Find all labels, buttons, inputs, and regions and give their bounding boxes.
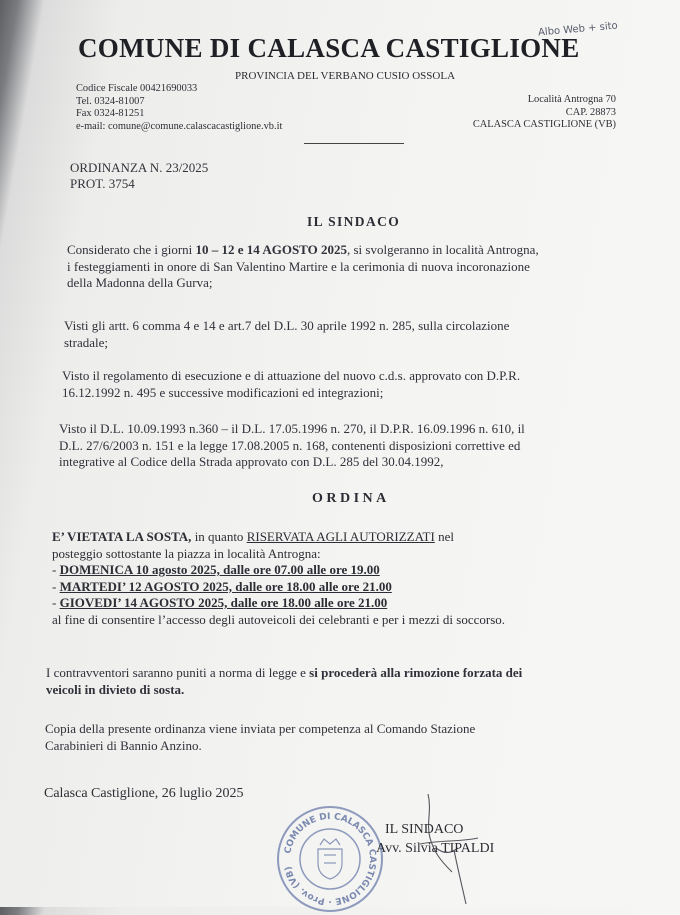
header-divider [304, 143, 404, 144]
date-thursday: - GIOVEDI’ 14 AGOSTO 2025, dalle ore 18.00 alle ore 21.00 [52, 595, 388, 610]
fiscal-code: Codice Fiscale 00421690033 [76, 83, 198, 94]
seal-text: COMUNE DI CALASCA CASTIGLIONE · Prov. (VB) [283, 811, 378, 907]
address-street: Località Antrogna 70 [527, 94, 616, 105]
copy-line-2: Carabinieri di Bannio Anzino. [45, 737, 202, 753]
order-line-2: posteggio sottostante la piazza in località Antrogna: [52, 545, 321, 561]
heading-il-sindaco: IL SINDACO [307, 214, 401, 229]
considerato-line-1 [67, 242, 539, 259]
considerato-text: Considerato che i giorni [67, 242, 196, 257]
handwritten-note: Albo Web + sito [537, 20, 619, 39]
coat-of-arms-icon [318, 839, 342, 879]
decreti-line-1: Visto il D.L. 10.09.1993 n.360 – il D.L. 17.05.1996 n. 270, il D.P.R. 16.09.1996 n. 610, il [59, 421, 525, 436]
signature-name: Avv. Silvia TIPALDI [376, 841, 495, 856]
decreti-line-2: D.L. 27/6/2003 n. 151 e la legge 17.08.2005 n. 168, contenenti disposizioni correttive ed [59, 437, 521, 453]
date-tuesday-text: MARTEDI’ 12 AGOSTO 2025, dalle ore 18.00 alle ore 21.00 [59, 578, 392, 594]
protocol-number: PROT. 3754 [70, 176, 135, 191]
event-dates: 10 – 12 e 14 AGOSTO 2025 [195, 242, 347, 257]
reserved-authorized: RISERVATA AGLI AUTORIZZATI [246, 529, 435, 544]
order-mid: in quanto [191, 529, 247, 544]
contact-block [76, 83, 282, 133]
order-line-1 [52, 529, 505, 546]
penalty-paragraph [46, 665, 522, 698]
province-subtitle: PROVINCIA DEL VERBANO CUSIO OSSOLA [235, 70, 456, 82]
address-block [473, 94, 616, 132]
municipality-title: COMUNE DI CALASCA CASTIGLIONE [78, 33, 580, 63]
ordinance-number: ORDINANZA N. 23/2025 [70, 160, 209, 175]
order-end: nel [434, 529, 454, 544]
regolamento-paragraph [62, 368, 520, 401]
considerato-line-2: i festeggiamenti in onore di San Valentino Martire e la cerimonia di nuova incoronazione [67, 258, 530, 274]
considerato-text-end: , si svolgeranno in località Antrogna, [346, 242, 539, 257]
regolamento-line-2: 16.12.1992 n. 495 e successive modificazioni ed integrazioni; [62, 384, 384, 400]
visti-paragraph [64, 318, 509, 351]
order-purpose: al fine di consentire l’accesso degli autoveicoli dei celebranti e per i mezzi di soccorso. [52, 611, 506, 627]
considerato-paragraph [67, 242, 539, 292]
date-sunday: - DOMENICA 10 agosto 2025, dalle ore 07.00 alle ore 19.00 [52, 562, 380, 577]
date-sunday-text: DOMENICA 10 agosto 2025, dalle ore 07.00 alle ore 19.00 [59, 562, 380, 577]
parking-ban: E’ VIETATA LA SOSTA, [52, 529, 192, 544]
visti-line-2: stradale; [64, 334, 109, 350]
penalty-line-1 [46, 665, 522, 682]
address-city: CALASCA CASTIGLIONE (VB) [472, 119, 616, 130]
address-cap: CAP. 28873 [565, 106, 616, 118]
penalty-removal: si procederà alla rimozione forzata dei [309, 665, 523, 680]
decreti-paragraph [59, 421, 525, 471]
date-place: Calasca Castiglione, 26 luglio 2025 [44, 786, 244, 801]
heading-ordina: ORDINA [312, 491, 390, 506]
regolamento-line-1: Visto il regolamento di esecuzione e di attuazione del nuovo c.d.s. approvato con D.P.R. [62, 368, 521, 383]
penalty-line-2: veicoli in divieto di sosta. [46, 681, 185, 697]
decreti-line-3: integrative al Codice della Strada approvato con D.L. 285 del 30.04.1992, [59, 454, 444, 469]
phone: Tel. 0324-81007 [76, 95, 145, 107]
visti-line-1: Visti gli artt. 6 comma 4 e 14 e art.7 del D.L. 30 aprile 1992 n. 285, sulla circolazione [64, 318, 510, 333]
signature-title: IL SINDACO [385, 822, 464, 837]
copy-line-1: Copia della presente ordinanza viene inviata per competenza al Comando Stazione [45, 721, 476, 736]
copy-paragraph [45, 721, 475, 754]
penalty-text: I contravventori saranno puniti a norma di legge e [46, 665, 310, 680]
date-tuesday: - MARTEDI’ 12 AGOSTO 2025, dalle ore 18.00 alle ore 21.00 [52, 578, 392, 594]
fax: Fax 0324-81251 [76, 108, 145, 119]
considerato-line-3: della Madonna della Gurva; [67, 275, 213, 290]
ordinance-id [70, 160, 208, 192]
municipal-seal-stamp [274, 803, 386, 915]
email: e-mail: comune@comune.calascacastiglione.vb.it [76, 120, 283, 132]
date-thursday-text: GIOVEDI’ 14 AGOSTO 2025, dalle ore 18.00 alle ore 21.00 [59, 595, 388, 610]
order-block [52, 529, 505, 628]
